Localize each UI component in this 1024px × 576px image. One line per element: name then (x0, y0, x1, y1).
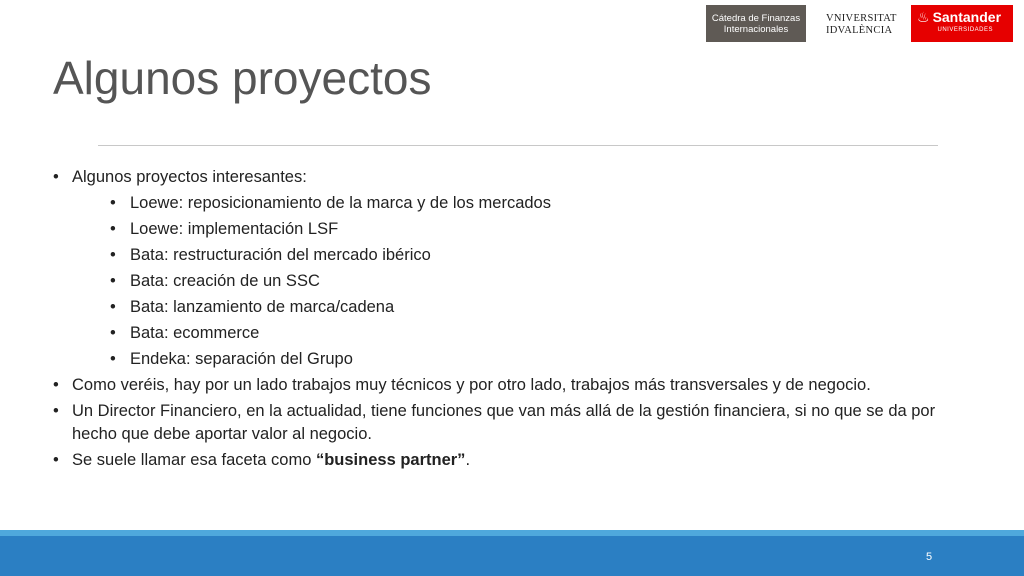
page-number: 5 (926, 551, 933, 563)
sub-bullet-item: • Bata: creación de un SSC (72, 270, 972, 293)
sub-bullet-item: • Bata: ecommerce (72, 322, 972, 345)
santander-logo-name: Santander (932, 9, 1002, 25)
bullet-item: • Como veréis, hay por un lado trabajos muy técnicos y por otro lado, trabajos más transversales y de negocio. (52, 374, 972, 397)
slide-title: Algunos proyectos (53, 52, 432, 104)
bullet-text: Se suele llamar esa faceta como (72, 451, 316, 469)
sub-bullet-item: • Endeka: separación del Grupo (72, 348, 972, 371)
flame-icon: ♨ (917, 9, 930, 25)
sub-bullet-item: • Bata: lanzamiento de marca/cadena (72, 296, 972, 319)
catedra-logo-line1: Cátedra de Finanzas (711, 13, 801, 24)
catedra-logo-line2: Internacionales (723, 24, 789, 35)
santander-logo (911, 5, 1013, 42)
bullet-item (52, 166, 972, 371)
bullet-text: Algunos proyectos interesantes: (72, 168, 307, 186)
bullet-item: • Un Director Financiero, en la actualidad, tiene funciones que van más allá de la gestión financiera, si no que se da por hecho que debe aportar valor al negocio. (52, 400, 972, 446)
uv-logo-line1: VNIVERSITAT (826, 13, 897, 24)
title-divider (98, 145, 938, 146)
sub-bullet-item: • Loewe: implementación LSF (72, 218, 972, 241)
bullet-bold-text: “business partner” (315, 451, 466, 469)
bullet-list (52, 166, 972, 472)
sub-bullet-item: • Loewe: reposicionamiento de la marca y de los mercados (72, 192, 972, 215)
santander-logo-sub: UNIVERSIDADES (937, 27, 993, 33)
bullet-item (52, 449, 972, 472)
slide-content (52, 166, 972, 475)
catedra-logo (706, 5, 806, 42)
bullet-text: . (465, 451, 471, 469)
universitat-valencia-logo (826, 5, 896, 42)
sub-bullet-list (72, 192, 972, 371)
footer-bar (0, 536, 1024, 576)
sub-bullet-item: • Bata: restructuración del mercado ibérico (72, 244, 972, 267)
uv-logo-line2: IDVALÈNCIA (826, 25, 893, 36)
